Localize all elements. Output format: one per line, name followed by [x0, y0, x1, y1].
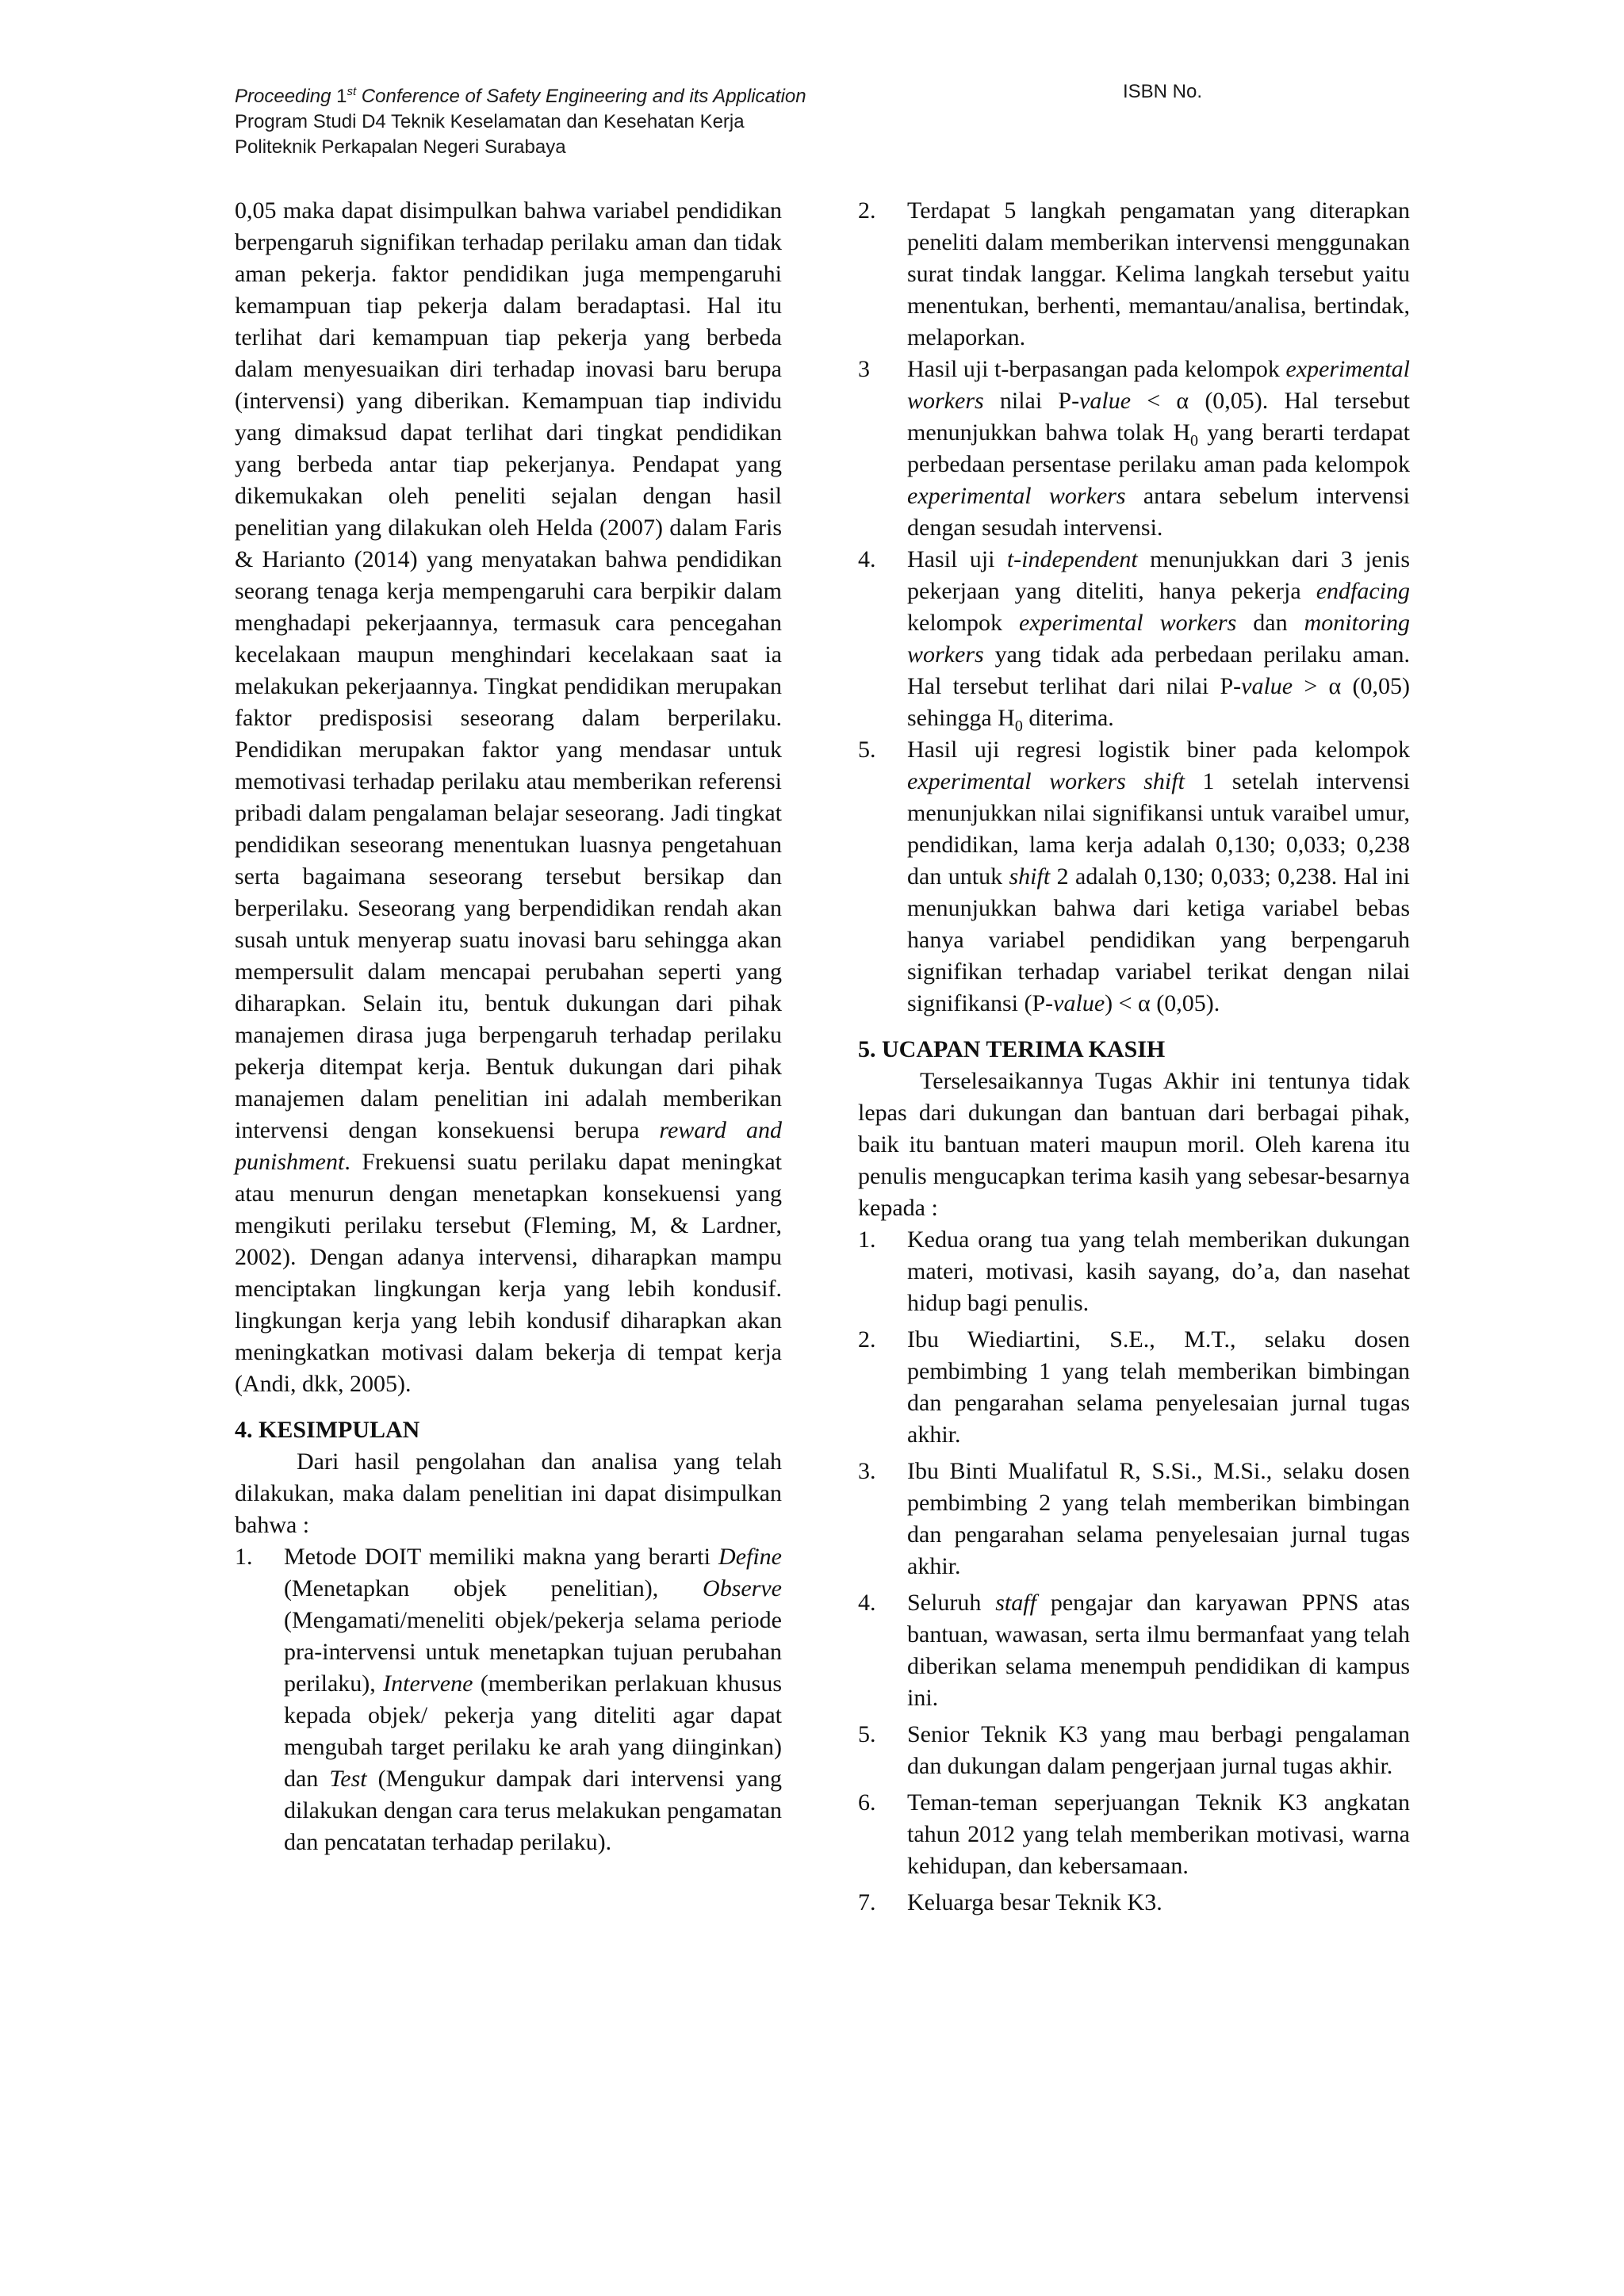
acknowledgment-list: [858, 1224, 1410, 1919]
list-item: 5. Senior Teknik K3 yang mau berbagi pengalaman dan dukungan dalam pengerjaan jurnal tugas akhir.: [858, 1721, 1410, 1779]
list-item: 2. Terdapat 5 langkah pengamatan yang diterapkan peneliti dalam memberikan intervensi menggunakan surat tindak langgar. Kelima langkah tersebut yaitu menentukan, berhenti, memantau/analisa, bertindak, melaporkan.: [858, 197, 1410, 350]
discussion-paragraph: 0,05 maka dapat disimpulkan bahwa variabel pendidikan berpengaruh signifikan terhadap perilaku aman dan tidak aman pekerja. faktor pendidikan juga mempengaruhi kemampuan tiap pekerja dalam beradaptasi. Hal itu terlihat dari kemampuan tiap pekerja yang berbeda dalam menyesuaikan diri terhadap inovasi baru berupa (intervensi) yang diberikan. Kemampuan tiap individu yang dimaksud dapat terlihat dari tingkat pendidikan yang berbeda antar tiap pekerjanya. Pendapat yang dikemukakan oleh peneliti sejalan dengan hasil penelitian yang dilakukan oleh Helda (2007) dalam Faris & Harianto (2014) yang menyatakan bahwa pendidikan seorang tenaga kerja mempengaruhi cara berpikir dalam menghadapi pekerjaannya, termasuk cara pencegahan kecelakaan maupun menghindari kecelakaan saat ia melakukan pekerjaannya. Tingkat pendidikan merupakan faktor predisposisi seseorang dalam berperilaku. Pendidikan merupakan faktor yang mendasar untuk memotivasi terhadap perilaku atau memberikan referensi pribadi dalam pengalaman belajar seseorang. Jadi tingkat pendidikan seseorang menentukan luasnya pengetahuan serta bagaimana seseorang tersebut bersikap dan berperilaku. Seseorang yang berpendidikan rendah akan susah untuk menyerap suatu inovasi baru sehingga akan mempersulit dalam mencapai perubahan seperti yang diharapkan. Selain itu, bentuk dukungan dari pihak manajemen dirasa juga berpengaruh terhadap perilaku pekerja ditempat kerja. Bentuk dukungan dari pihak manajemen dalam penelitian ini adalah memberikan intervensi dengan konsekuensi berupa reward and punishment. Frekuensi suatu perilaku dapat meningkat atau menurun dengan menetapkan konsekuensi yang mengikuti perilaku tersebut (Fleming, M, & Lardner, 2002). Dengan adanya intervensi, diharapkan mampu menciptakan lingkungan kerja yang lebih kondusif. lingkungan kerja yang lebih kondusif diharapkan akan meningkatkan motivasi dalam bekerja di tempat kerja (Andi, dkk, 2005).: [235, 197, 782, 1397]
list-item: 4. Hasil uji t-independent menunjukkan dari 3 jenis pekerjaan yang diteliti, hanya pekerja endfacing kelompok experimental workers dan monitoring workers yang tidak ada perbedaan perilaku aman. Hal tersebut terlihat dari nilai P-value > α (0,05) sehingga $H_0$ diterima.: [858, 546, 1410, 735]
list-item: 7. Keluarga besar Teknik K3.: [858, 1889, 1162, 1915]
list-item: 3. Ibu Binti Mualifatul R, S.Si., M.Si., selaku dosen pembimbing 2 yang telah memberikan bimbingan dan pengarahan selama penyelesaian jurnal tugas akhir.: [858, 1458, 1410, 1579]
section-heading-ucapan-terima-kasih: 5. UCAPAN TERIMA KASIH: [858, 1036, 1166, 1062]
header-institution: Politeknik Perkapalan Negeri Surabaya: [235, 136, 566, 158]
running-header: [235, 79, 1392, 160]
conclusion-list-continued: [858, 195, 1410, 1020]
conclusion-list: [235, 1541, 782, 1858]
conclusion-intro: Dari hasil pengolahan dan analisa yang telah dilakukan, maka dalam penelitian ini dapat disimpulkan bahwa :: [235, 1448, 782, 1538]
list-item: 1. Metode DOIT memiliki makna yang berarti Define (Menetapkan objek penelitian), Observe (Mengamati/meneliti objek/pekerja selama periode pra-intervensi untuk menetapkan tujuan perubahan perilaku), Intervene (memberikan perlakuan khusus kepada objek/ pekerja yang diteliti agar dapat mengubah target perilaku ke arah yang diinginkan) dan Test (Mengukur dampak dari intervensi yang dilakukan dengan cara terus melakukan pengamatan dan pencatatan terhadap perilaku).: [235, 1544, 783, 1855]
list-item: 3 Hasil uji t-berpasangan pada kelompok experimental workers nilai P-value < α (0,05). Hal tersebut menunjukkan bahwa tolak $H_0$ yang berarti terdapat perbedaan persentase perilaku aman pada kelompok experimental workers antara sebelum intervensi dengan sesudah intervensi.: [858, 356, 1411, 541]
header-proceeding: Proceeding: [235, 86, 337, 107]
acknowledgment-intro: Terselesaikannya Tugas Akhir ini tentunya tidak lepas dari dukungan dan bantuan dari berbagai pihak, baik itu bantuan materi maupun moril. Oleh karena itu penulis mengucapkan terima kasih yang sebesar-besarnya kepada :: [858, 1068, 1410, 1221]
left-column: [235, 195, 782, 1858]
section-heading-kesimpulan: 4. KESIMPULAN: [235, 1417, 420, 1443]
header-ordinal-suffix: st: [347, 85, 357, 98]
header-program: Program Studi D4 Teknik Keselamatan dan Kesehatan Kerja: [235, 111, 745, 132]
right-column: [858, 195, 1410, 1919]
list-item: 6. Teman-teman seperjuangan Teknik K3 angkatan tahun 2012 yang telah memberikan motivasi, warna kehidupan, dan kebersamaan.: [858, 1789, 1410, 1879]
header-isbn: ISBN No.: [1123, 81, 1203, 102]
header-conference-line: [235, 79, 1392, 109]
list-item: 4. Seluruh staff pengajar dan karyawan PPNS atas bantuan, wawasan, serta ilmu bermanfaat yang telah diberikan selama menempuh pendidikan di kampus ini.: [858, 1590, 1410, 1711]
list-item: 1. Kedua orang tua yang telah memberikan dukungan materi, motivasi, kasih sayang, do’a, dan nasehat hidup bagi penulis.: [858, 1226, 1410, 1316]
list-item: 5. Hasil uji regresi logistik biner pada kelompok experimental workers shift 1 setelah intervensi menunjukkan nilai signifikansi untuk varaibel umur, pendidikan, lama kerja adalah 0,130; 0,033; 0,238 dan untuk shift 2 adalah 0,130; 0,033; 0,238. Hal ini menunjukkan bahwa dari ketiga variabel bebas hanya variabel pendidikan yang berpengaruh signifikan terhadap variabel terikat dengan nilai signifikansi (P-value) < α (0,05).: [858, 737, 1411, 1016]
header-conference-name: Conference of Safety Engineering and its Application: [356, 86, 806, 107]
list-item: 2. Ibu Wiediartini, S.E., M.T., selaku dosen pembimbing 1 yang telah memberikan bimbingan dan pengarahan selama penyelesaian jurnal tugas akhir.: [858, 1326, 1410, 1448]
header-ordinal: 1: [336, 86, 347, 107]
